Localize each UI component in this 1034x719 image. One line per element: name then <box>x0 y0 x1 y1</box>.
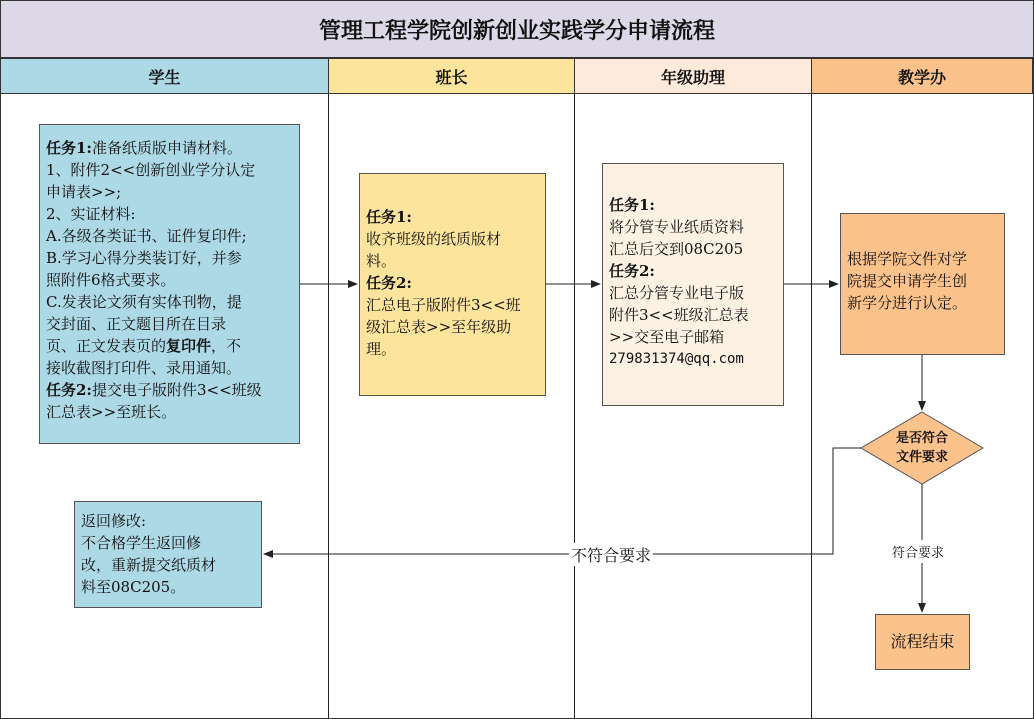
page-title: 管理工程学院创新创业实践学分申请流程 <box>0 0 1034 58</box>
student-task1-label: 任务1: <box>46 139 92 157</box>
process-end-label: 流程结束 <box>890 632 955 651</box>
return-modify-line: 料至08C205。 <box>81 578 186 596</box>
lane-header-assistant: 年级助理 <box>574 58 812 94</box>
return-modify-line: 返回修改: <box>81 512 147 530</box>
monitor-task2-line: 级汇总表>>至年级助 <box>366 318 512 336</box>
assistant-task2-label: 任务2: <box>609 262 655 280</box>
monitor-task2-line: 汇总电子版附件3<<班 <box>366 296 521 314</box>
assistant-task1-line: 汇总后交到08C205 <box>609 240 744 258</box>
student-task-line: A.各级各类证书、证件复印件; <box>46 227 247 245</box>
return-modify-line: 改，重新提交纸质材 <box>81 556 217 574</box>
accept-edge-label: 符合要求 <box>890 540 946 563</box>
student-task-line: 1、附件2<<创新创业学分认定 <box>46 161 256 179</box>
assistant-task1-line: 将分管专业纸质资料 <box>609 218 745 236</box>
lane-header-office: 教学办 <box>811 58 1033 94</box>
decision-line: 文件要求 <box>895 450 948 465</box>
student-task-line: 接收截图打印件、录用通知。 <box>46 359 242 377</box>
student-task-line: 申请表>>; <box>46 183 122 201</box>
student-task2-text: 提交电子版附件3<<班级 <box>91 381 262 399</box>
student-task-line: 照附件6格式要求。 <box>46 271 176 289</box>
reject-edge-label: 不符合要求 <box>569 543 653 566</box>
student-task-line: C.发表论文须有实体刊物，提 <box>46 293 242 311</box>
decision-label <box>872 429 972 467</box>
student-task-bold-copy: 复印件 <box>166 337 212 355</box>
assistant-task2-line: >>交至电子邮箱 <box>609 328 725 346</box>
lane-header-monitor: 班长 <box>328 58 575 94</box>
student-task2-label: 任务2: <box>46 381 92 399</box>
student-task-line: 交封面、正文题目所在目录 <box>46 315 227 333</box>
monitor-task2-line: 理。 <box>366 340 397 358</box>
office-task-line: 根据学院文件对学 <box>847 250 968 268</box>
return-modify-line: 不合格学生返回修 <box>81 534 202 552</box>
student-task-line: B.学习心得分类装订好，并参 <box>46 249 242 267</box>
arrow-decision-reject <box>264 448 861 554</box>
student-task1-text: 准备纸质版申请材料。 <box>91 139 242 157</box>
monitor-task1-line: 料。 <box>366 252 397 270</box>
student-task-after-bold: ，不 <box>211 337 242 355</box>
student-task-line: 2、实证材料: <box>46 205 136 223</box>
assistant-task2-line: 汇总分管专业电子版 <box>609 284 745 302</box>
office-task-line: 新学分进行认定。 <box>847 294 968 312</box>
lane-header-student: 学生 <box>0 58 329 94</box>
monitor-task1-label: 任务1: <box>366 208 412 226</box>
assistant-task2-email: 279831374@qq.com <box>609 351 744 367</box>
monitor-task1-line: 收齐班级的纸质版材 <box>366 230 502 248</box>
student-task-line: 页、正文发表页的 <box>46 337 167 355</box>
assistant-task1-label: 任务1: <box>609 196 655 214</box>
decision-line: 是否符合 <box>895 431 948 446</box>
office-task-line: 院提交申请学生创 <box>847 272 968 290</box>
student-task2-line2: 汇总表>>至班长。 <box>46 403 177 421</box>
assistant-task2-line: 附件3<<班级汇总表 <box>609 306 749 324</box>
monitor-task2-label: 任务2: <box>366 274 412 292</box>
